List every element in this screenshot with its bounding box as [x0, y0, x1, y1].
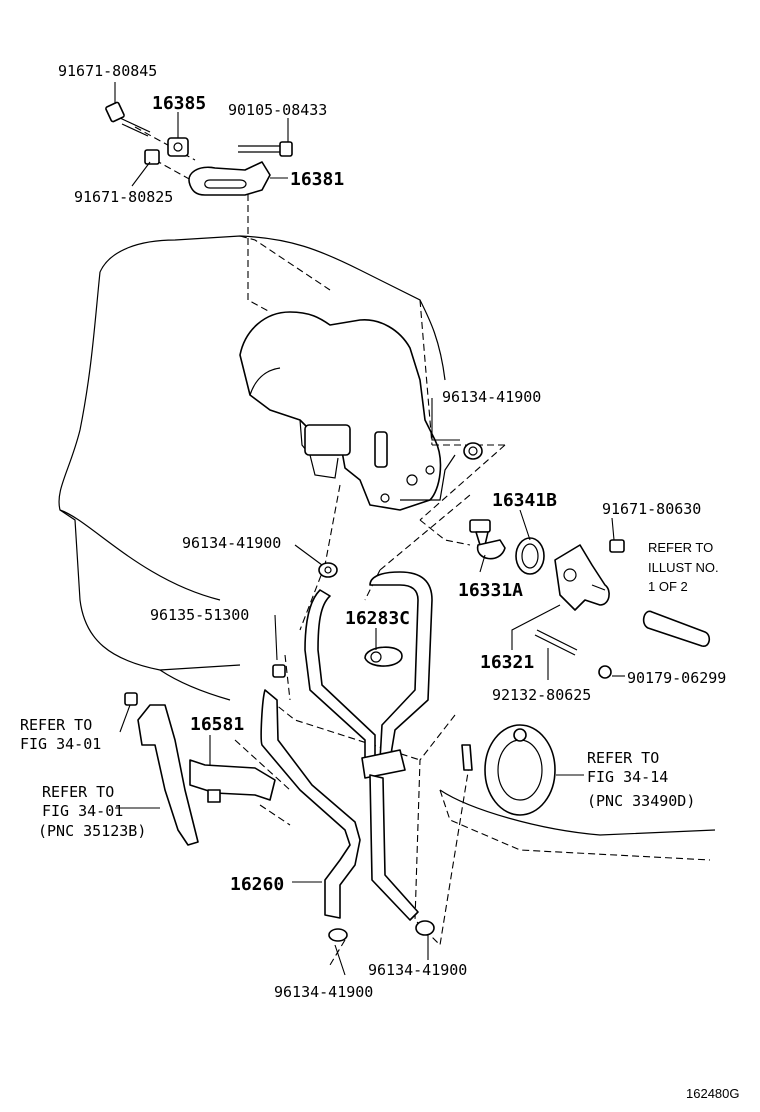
cylinder-head	[240, 312, 455, 510]
gasket-16341B	[516, 538, 544, 574]
stud-92132-80625	[535, 630, 577, 655]
figure-id: 162480G	[686, 1086, 740, 1101]
label-refer-fig-3401a-1: REFER TO	[20, 716, 93, 734]
label-96135-51300: 96135-51300	[150, 606, 250, 624]
hose-16283C	[305, 572, 432, 765]
label-16581: 16581	[190, 714, 245, 735]
label-refer-fig-3401b-2: FIG 34-01	[42, 802, 124, 820]
bolt-90105-08433	[238, 142, 292, 156]
vacuum-pump	[462, 725, 555, 815]
label-refer-illust-2: ILLUST NO.	[648, 560, 719, 575]
label-refer-fig-3414-2: FIG 34-14	[587, 768, 669, 786]
radiator-hose-ref	[644, 611, 710, 646]
label-refer-fig-3414-1: REFER TO	[587, 749, 660, 767]
hose-lower	[370, 775, 418, 920]
clamp-top-right	[464, 443, 482, 459]
label-16260: 16260	[230, 874, 285, 895]
label-refer-fig-3414-3: (PNC 33490D)	[587, 792, 696, 810]
bolt-91671-80845	[105, 102, 150, 136]
label-92132-80625: 92132-80625	[492, 686, 592, 704]
clamp-bottom-left	[329, 929, 347, 941]
nut-90179-06299	[599, 666, 611, 678]
label-refer-illust-1: REFER TO	[648, 540, 714, 555]
clip-96135-51300	[273, 665, 285, 677]
label-90179-06299: 90179-06299	[627, 669, 727, 687]
label-16321: 16321	[480, 652, 535, 673]
water-outlet-16321	[555, 545, 609, 610]
label-91671-80630: 91671-80630	[602, 500, 702, 518]
bolt-91671-80630	[610, 540, 624, 552]
label-16341B: 16341B	[492, 490, 558, 511]
bolt-91671-80825	[145, 150, 159, 164]
nut-16385	[168, 138, 188, 156]
label-16331A: 16331A	[458, 580, 524, 601]
label-96134-41900-bl: 96134-41900	[274, 983, 374, 1001]
bracket-16381	[189, 162, 270, 195]
label-90105-08433: 90105-08433	[228, 101, 328, 119]
label-refer-fig-3401b-1: REFER TO	[42, 783, 115, 801]
label-96134-41900-mid: 96134-41900	[182, 534, 282, 552]
clamp-bottom-right	[416, 921, 434, 935]
vsv-16581	[190, 760, 275, 802]
clamp-16283C	[365, 647, 402, 666]
label-16283C: 16283C	[345, 608, 411, 629]
label-refer-fig-3401b-3: (PNC 35123B)	[38, 822, 147, 840]
label-16385: 16385	[152, 93, 207, 114]
label-16381: 16381	[290, 169, 345, 190]
label-91671-80825: 91671-80825	[74, 188, 174, 206]
label-refer-illust-3: 1 OF 2	[648, 579, 688, 594]
thermostat-16331A	[470, 520, 505, 559]
label-96134-41900-top: 96134-41900	[442, 388, 542, 406]
label-96134-41900-br: 96134-41900	[368, 961, 468, 979]
label-91671-80845: 91671-80845	[58, 62, 158, 80]
label-refer-fig-3401a-2: FIG 34-01	[20, 735, 102, 753]
